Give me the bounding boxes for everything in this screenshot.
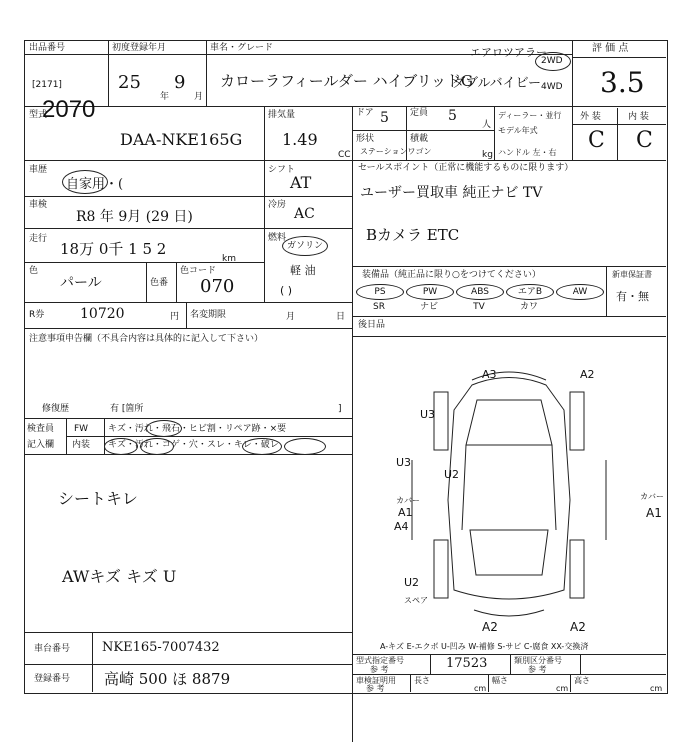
grade-line2: ダブルバイビー xyxy=(452,76,542,91)
width-label: 幅さ xyxy=(492,676,508,685)
rule xyxy=(108,40,109,106)
rule xyxy=(580,654,581,674)
reg-value: 高崎 500 ほ 8879 xyxy=(104,670,231,688)
interior-label: 内装 xyxy=(72,440,91,450)
month-unit: 月 xyxy=(194,92,204,102)
rule xyxy=(410,674,411,692)
rule xyxy=(617,108,618,160)
door-value: 5 xyxy=(380,110,389,126)
rule xyxy=(352,654,666,655)
fw-label: FW xyxy=(74,424,89,434)
rule xyxy=(572,40,573,160)
rule xyxy=(24,632,352,633)
lot-label: 出品番号 xyxy=(29,43,66,53)
r-tax-value: 10720 xyxy=(80,306,125,322)
rule xyxy=(264,160,265,302)
door-label: ドア xyxy=(356,108,374,118)
aircon-label: 冷房 xyxy=(268,200,287,210)
damage-legend: A-キズ E-エクボ U-凹み W-補修 S-サビ C-腐食 XX-交換済 xyxy=(380,642,589,651)
equipment-item: SR xyxy=(373,302,385,312)
r-tax-label: R券 xyxy=(29,310,45,320)
lot-number: 2070 xyxy=(42,96,96,123)
disp-label: 排気量 xyxy=(268,110,296,120)
equipment-item: TV xyxy=(473,302,485,312)
rule xyxy=(352,674,666,675)
color-label: 色 xyxy=(29,266,39,276)
length-unit: cm xyxy=(474,684,487,693)
month-label: 月 xyxy=(286,312,296,322)
interior-defects: キズ・汚れ・コゲ・穴・スレ・キレ・破レ xyxy=(108,440,279,450)
day-label: 日 xyxy=(336,312,346,322)
rule xyxy=(24,302,352,303)
inspection-label: 車検 xyxy=(29,200,48,210)
damage-label-a4: A4 xyxy=(394,520,409,533)
cc-label: CC xyxy=(338,150,351,160)
width-unit: cm xyxy=(556,684,569,693)
int-grade: C xyxy=(636,128,653,153)
handle-label: ハンドル 左・右 xyxy=(498,148,557,157)
rule xyxy=(264,196,352,197)
new-car-label: 新車保証書 xyxy=(612,270,652,279)
inspector-label: 検査員 xyxy=(27,424,55,434)
rule xyxy=(352,336,666,337)
length-label: 長さ xyxy=(414,676,430,685)
equipment-item: エアB xyxy=(506,284,554,300)
car-diagram xyxy=(352,340,666,640)
drive-4wd: 4WD xyxy=(541,82,563,92)
damage-label-u3-upper: U3 xyxy=(420,408,436,421)
model-label: 型式 xyxy=(29,110,48,120)
color-code: 070 xyxy=(200,276,235,297)
model-value: DAA-NKE165G xyxy=(120,130,243,149)
interior-mark-circle-4 xyxy=(284,438,326,455)
rule xyxy=(352,130,494,131)
damage-label-u3-lower: U3 xyxy=(396,456,412,469)
mileage-value: 18万 0千 1 5 2 xyxy=(60,240,167,258)
dealer-label: ディーラー・並行 xyxy=(498,111,562,120)
first-reg-label: 初度登録年月 xyxy=(112,43,167,53)
yen-label: 円 xyxy=(170,312,180,322)
damage-label-cover-right: カバー xyxy=(640,492,664,501)
int-label: 内 装 xyxy=(628,112,649,122)
entry-label: 記入欄 xyxy=(27,440,55,450)
cert-sub: 参 考 xyxy=(366,684,385,693)
name-change-label: 名変期限 xyxy=(190,310,227,320)
rule xyxy=(92,632,93,692)
rule xyxy=(24,196,264,197)
ext-label: 外 装 xyxy=(580,112,601,122)
class-label: 類別区分番号 xyxy=(514,656,562,665)
color-no-label: 色番 xyxy=(150,278,169,288)
shape-label: 形状 xyxy=(356,134,375,144)
mileage-label: 走行 xyxy=(29,234,48,244)
damage-label-u2: U2 xyxy=(444,468,460,481)
rule xyxy=(66,436,352,437)
sales-title: セールスポイント（正常に機能するものに限ります） xyxy=(358,163,574,173)
repair-end: ] xyxy=(338,404,342,414)
disp-value: 1.49 xyxy=(282,130,318,149)
rule xyxy=(352,316,666,317)
new-car-value: 有・無 xyxy=(616,290,649,303)
equipment-title: 装備品（純正品に限り○をつけてください） xyxy=(362,270,541,280)
equipment-item: カワ xyxy=(519,302,538,312)
rule xyxy=(570,674,571,692)
fuel-diesel: 軽 油 xyxy=(290,264,316,277)
sales-line1: ユーザー買取車 純正ナビ TV xyxy=(360,185,543,201)
fw-defects: キズ・汚れ・飛石・ヒビ割・リペア跡・×要 xyxy=(108,424,287,434)
rule xyxy=(488,674,489,692)
ext-grade: C xyxy=(588,128,605,153)
rule xyxy=(176,262,177,302)
rule xyxy=(572,124,666,125)
class-sub: 参 考 xyxy=(528,665,547,674)
damage-label-cover-left: カバー xyxy=(396,496,420,505)
score-label: 評 価 点 xyxy=(592,43,629,54)
rule xyxy=(206,40,207,106)
after-items-label: 後日品 xyxy=(358,320,386,330)
fuel-blank: ( ) xyxy=(280,284,293,297)
interior-mark-circle-1 xyxy=(104,438,138,455)
repair-value: 有 [箇所 xyxy=(110,404,144,414)
rule xyxy=(264,106,265,160)
cap-label: 定員 xyxy=(410,108,429,118)
note-seat-tear: シートキレ xyxy=(58,489,138,508)
cap-value: 5 xyxy=(448,108,457,124)
chassis-label: 車台番号 xyxy=(34,644,71,654)
damage-label-u2-rear: U2 xyxy=(404,576,420,589)
shift-label: シフト xyxy=(268,165,296,175)
rule xyxy=(66,418,67,454)
fuel-gasoline: ガソリン xyxy=(287,241,324,251)
stone-chip-circle xyxy=(146,420,182,437)
rule xyxy=(430,654,431,674)
rule xyxy=(24,106,666,107)
type-cert-value: 17523 xyxy=(446,656,488,671)
first-reg-month: 9 xyxy=(174,72,186,93)
rule xyxy=(24,228,352,229)
rule xyxy=(510,654,511,674)
year-unit: 年 xyxy=(160,92,170,102)
car-name: カローラフィールダー ハイブリッドG xyxy=(220,72,474,90)
equipment-item: PW xyxy=(406,284,454,300)
score-value: 3.5 xyxy=(600,66,645,99)
inspection-value: R8 年 9月 (29 日) xyxy=(76,209,193,225)
notes-title: 注意事項申告欄（不具合内容は具体的に記入して下さい） xyxy=(29,334,264,344)
damage-label-a2-rear-right: A2 xyxy=(570,620,586,634)
grade-line1: エアロツアラー xyxy=(470,46,547,59)
rule xyxy=(146,262,147,302)
history-label: 車歴 xyxy=(29,165,48,175)
rule xyxy=(24,328,352,329)
interior-mark-circle-3 xyxy=(242,438,282,455)
height-label: 高さ xyxy=(574,676,590,685)
repair-label: 修復歴 xyxy=(42,404,70,414)
sales-line2: Bカメラ ETC xyxy=(366,226,460,244)
interior-mark-circle-2 xyxy=(140,438,174,455)
first-reg-year: 25 xyxy=(118,72,141,93)
damage-label-a1-right: A1 xyxy=(646,506,662,520)
equipment-item: ABS xyxy=(456,284,504,300)
rule xyxy=(352,266,666,267)
km-label: km xyxy=(222,254,236,264)
reg-label: 登録番号 xyxy=(34,674,71,684)
damage-label-a1-left: A1 xyxy=(398,506,413,519)
rule xyxy=(24,418,352,419)
rule xyxy=(24,160,666,161)
rule xyxy=(352,106,353,160)
shape-value: ステーションワゴン xyxy=(360,147,432,156)
rule xyxy=(572,57,666,58)
damage-label-a2-top: A2 xyxy=(580,368,595,381)
type-cert-label: 型式指定番号 xyxy=(356,656,404,665)
kg-label: kg xyxy=(482,150,493,160)
load-label: 積載 xyxy=(410,134,429,144)
fuel-label: 燃料 xyxy=(268,233,287,243)
equipment-item: ナビ xyxy=(419,302,438,312)
equipment-item: PS xyxy=(356,284,404,300)
color-value: パール xyxy=(60,275,102,291)
rule xyxy=(24,664,352,665)
cert-label: 車検証明用 xyxy=(356,676,396,685)
shift-value: AT xyxy=(290,173,312,192)
rule xyxy=(606,266,607,316)
damage-label-spare: スペア xyxy=(404,596,428,605)
model-year-label: モデル年式 xyxy=(498,126,538,135)
damage-label-a2-rear-left: A2 xyxy=(482,620,498,634)
equipment-item xyxy=(556,300,602,314)
equipment-item: AW xyxy=(556,284,604,300)
rule xyxy=(494,106,495,160)
damage-label-a3: A3 xyxy=(482,368,497,381)
car-label: 車名・グレード xyxy=(210,43,274,53)
rule xyxy=(186,302,187,328)
drive-2wd: 2WD xyxy=(541,56,563,66)
color-code-label: 色コード xyxy=(180,266,217,276)
chassis-value: NKE165-7007432 xyxy=(102,640,220,655)
aircon-value: AC xyxy=(294,206,315,222)
height-unit: cm xyxy=(650,684,663,693)
history-value: 自家用・( xyxy=(66,177,124,192)
type-cert-sub: 参 考 xyxy=(370,665,389,674)
person-unit: 人 xyxy=(482,120,492,130)
note-aw-scratch: AWキズ キズ U xyxy=(62,567,177,586)
lot-code: [2171] xyxy=(32,80,62,90)
